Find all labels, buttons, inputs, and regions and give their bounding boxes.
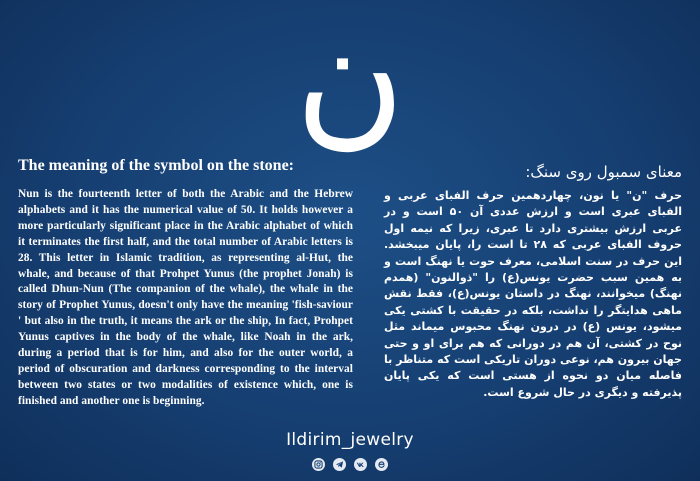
nun-letter-logo: ن xyxy=(294,0,406,164)
english-body: Nun is the fourteenth letter of both the Arabic and the Hebrew alphabets and it has the numerical value of 50. It holds however a more particularly significant place in the Arabic alphabet of which it terminates the first half, and the total number of Arabic letters is 28. This letter in Islamic tradition, as representing al-Hut, the whale, and because of that Prohpet Yunus (the prophet Jonah) is called Dhun-Nun (The companion of the whale), the whale in the story of Prophet Yunus, doesn't only have the meaning 'fish-saviour ' but also in the truth, it means the ark or the ship, In fact, Prohpet Yunus captives in the body of the whale, like Noah in the ark, during a period that is for him, and also for the outer world, a period of obscuration and darkness corresponding to the interval between two states or two modalities of existence which, one is finished and another one is beginning. xyxy=(18,188,353,407)
english-title: The meaning of the symbol on the stone: xyxy=(18,157,295,174)
telegram-icon[interactable] xyxy=(333,458,346,471)
social-icons xyxy=(0,458,700,471)
vk-icon[interactable] xyxy=(354,458,367,471)
brand-name: Ildirim_jewelry xyxy=(286,430,414,450)
persian-body: حرف "ن" یا نون، چهاردهمین حرف الفبای عربی و الفبای عبری است و ارزش عددی آن ۵۰ است و در عربی ارزش بیشتری دارد تا عبری، زیرا که نیمه اول حروف الفبای عربی که ۲۸ تا است را، پایان میبخشد. این حرف در سنت اسلامی، معرف حوت یا نهنگ است و به همین سبب حضرت یونس(ع) را "ذوالنون" (همدم نهنگ) میخوانند، نهنگ در داستان یونس(ع)، فقط نقش ماهی هدایتگر را نداشت، بلکه در حقیقت با کشتی یکی میشود، یونس (ع) در درون نهنگ محبوس میماند مثل نوح در کشتی، آن هم در دورانی که هم برای او و حتی جهان بیرون هم، نوعی دوران تاریکی است که متناظر با فاصله میان دو نحوه از هستی است که یکی پایان پذیرفته و دیگری در حال شروع است. xyxy=(384,189,682,399)
persian-title: معنای سمبول روی سنگ: xyxy=(525,163,682,181)
instagram-icon[interactable] xyxy=(312,458,325,471)
eitaa-icon[interactable] xyxy=(375,458,388,471)
